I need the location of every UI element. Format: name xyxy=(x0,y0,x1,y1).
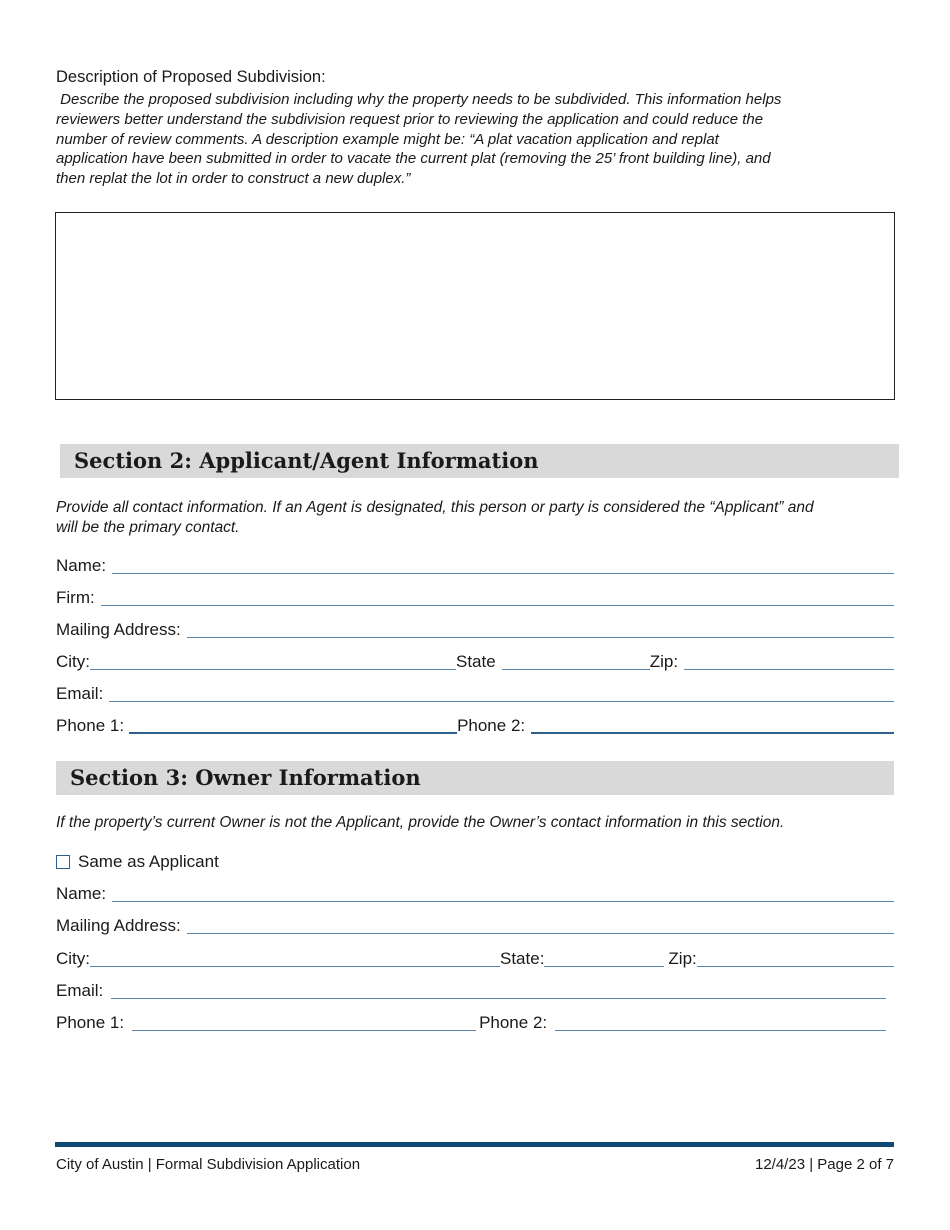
footer-page-number: 12/4/23 | Page 2 of 7 xyxy=(754,1156,894,1173)
owner-zip-field[interactable] xyxy=(697,946,894,967)
applicant-phone1-label: Phone 1: xyxy=(56,716,125,735)
owner-zip-label: Zip: xyxy=(668,949,697,968)
applicant-name-field[interactable] xyxy=(112,553,894,574)
applicant-phone2-field[interactable] xyxy=(531,712,894,734)
section-2-header: Section 2: Applicant/Agent Information xyxy=(60,444,899,478)
applicant-firm-row xyxy=(56,585,894,609)
help-line: reviewers better understand the subdivision request prior to reviewing the application and could reduce the xyxy=(56,110,764,128)
section-3-note: If the property’s current Owner is not the Applicant, provide the Owner’s contact information in this section. xyxy=(56,814,785,831)
owner-state-label: State: xyxy=(500,949,545,968)
applicant-email-field[interactable] xyxy=(109,681,894,702)
owner-email-row xyxy=(56,978,894,1002)
owner-name-label: Name: xyxy=(56,884,107,903)
owner-address-field[interactable] xyxy=(187,913,894,934)
description-label: Description of Proposed Subdivision: xyxy=(56,68,326,86)
owner-city-label: City: xyxy=(56,949,90,968)
applicant-address-field[interactable] xyxy=(187,617,894,638)
note-line: Provide all contact information. If an Agent is designated, this person or party is considered the “Applicant” and xyxy=(56,499,814,516)
help-line: Describe the proposed subdivision including why the property needs to be subdivided. This information helps xyxy=(56,91,782,108)
owner-name-field[interactable] xyxy=(112,881,894,902)
owner-address-row xyxy=(56,913,894,937)
same-as-applicant-row xyxy=(56,849,894,873)
owner-email-field[interactable] xyxy=(111,978,886,999)
applicant-state-label: State xyxy=(456,652,496,671)
applicant-city-field[interactable] xyxy=(90,649,456,670)
owner-phone1-field[interactable] xyxy=(132,1010,476,1031)
owner-name-row xyxy=(56,881,894,905)
note-line: will be the primary contact. xyxy=(56,518,240,536)
help-line: application have been submitted in order to vacate the current plat (removing the 25’ front building line), and xyxy=(56,150,771,168)
applicant-phone-row xyxy=(56,713,894,737)
owner-state-field[interactable] xyxy=(544,946,664,967)
applicant-name-label: Name: xyxy=(56,556,107,575)
owner-phone1-label: Phone 1: xyxy=(56,1013,125,1032)
applicant-state-field[interactable] xyxy=(502,649,650,670)
applicant-address-label: Mailing Address: xyxy=(56,620,181,639)
applicant-firm-label: Firm: xyxy=(56,588,95,607)
applicant-firm-field[interactable] xyxy=(101,585,894,606)
owner-email-label: Email: xyxy=(56,981,104,1000)
help-line: number of review comments. A description example might be: “A plat vacation application and replat xyxy=(56,130,719,148)
owner-phone2-field[interactable] xyxy=(555,1010,886,1031)
applicant-phone1-field[interactable] xyxy=(129,712,457,734)
applicant-name-row xyxy=(56,553,894,577)
same-as-applicant-checkbox[interactable] xyxy=(56,855,70,869)
applicant-city-label: City: xyxy=(56,652,90,671)
owner-address-label: Mailing Address: xyxy=(56,916,181,935)
applicant-zip-label: Zip: xyxy=(649,652,679,671)
help-line: then replat the lot in order to construct a new duplex.” xyxy=(56,170,411,188)
description-help-text xyxy=(56,90,896,189)
applicant-address-row xyxy=(56,617,894,641)
owner-phone-row xyxy=(56,1010,894,1034)
applicant-city-row xyxy=(56,649,894,673)
description-textarea[interactable] xyxy=(55,212,895,400)
applicant-zip-field[interactable] xyxy=(684,649,894,670)
footer-document-title: City of Austin | Formal Subdivision Application xyxy=(56,1156,361,1173)
applicant-phone2-label: Phone 2: xyxy=(457,716,526,735)
applicant-email-label: Email: xyxy=(56,684,104,703)
owner-city-row xyxy=(56,946,894,970)
owner-phone2-label: Phone 2: xyxy=(479,1013,548,1032)
owner-city-field[interactable] xyxy=(90,946,500,967)
applicant-email-row xyxy=(56,681,894,705)
same-as-applicant-label: Same as Applicant xyxy=(78,852,219,871)
section-2-note xyxy=(56,498,901,537)
footer-rule xyxy=(55,1142,894,1147)
section-3-header: Section 3: Owner Information xyxy=(56,761,894,795)
